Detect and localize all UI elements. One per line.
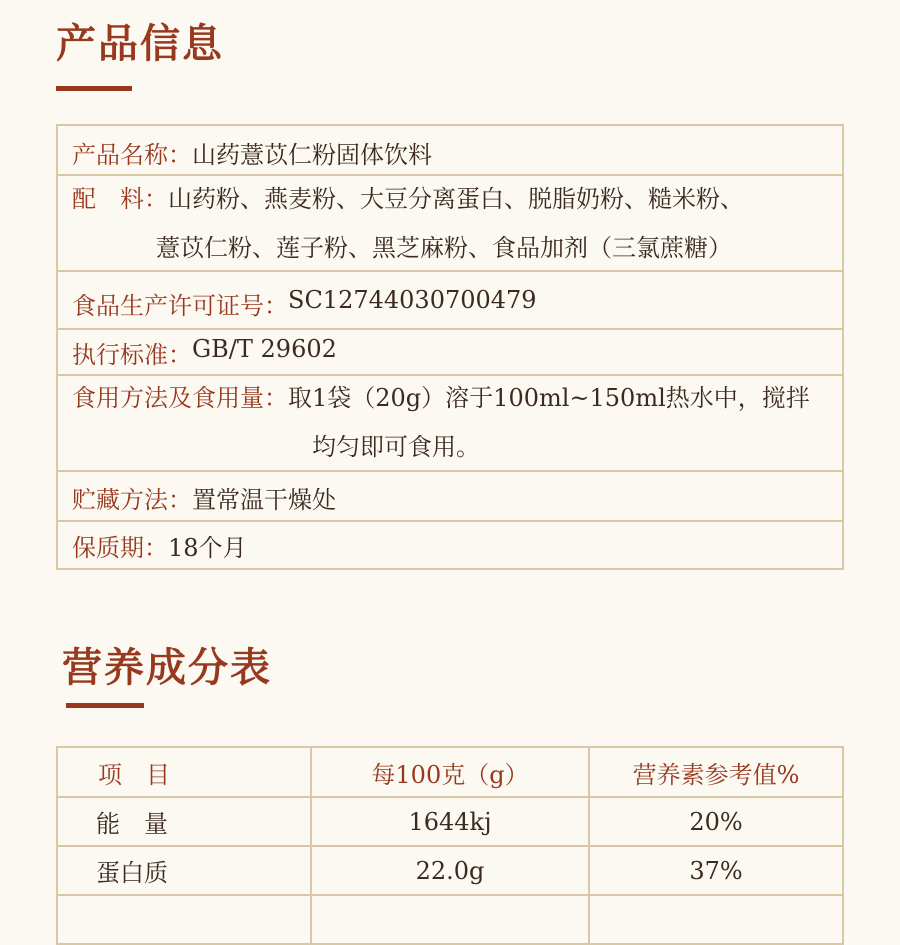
info-value: 18个月 <box>168 534 247 562</box>
nutrition-table <box>56 746 844 945</box>
info-value: SC12744030700479 <box>288 286 537 314</box>
info-row-storage <box>58 472 842 522</box>
table-row <box>57 895 843 944</box>
table-row <box>57 846 843 895</box>
info-row-product-name <box>58 126 842 176</box>
info-label: 配 料： <box>72 185 168 213</box>
info-row-usage <box>58 376 842 472</box>
product-info-table <box>56 124 844 570</box>
info-row-ingredients <box>58 176 842 272</box>
header-item: 项目 <box>57 747 311 797</box>
info-value-line-2: 均匀即可食用。 <box>312 433 480 461</box>
product-info-title: 产品信息 <box>56 21 224 67</box>
info-label: 保质期： <box>72 534 168 562</box>
title-underline <box>66 703 144 708</box>
info-value: 置常温干燥处 <box>192 486 336 514</box>
info-value: GB/T 29602 <box>192 335 337 363</box>
info-value: 山药薏苡仁粉固体饮料 <box>192 141 432 169</box>
info-value-line-2: 薏苡仁粉、莲子粉、黑芝麻粉、食品加剂（三氯蔗糖） <box>156 234 732 262</box>
table-header-row <box>57 747 843 797</box>
title-underline <box>56 86 132 91</box>
header-per-100g: 每100克（g） <box>311 747 589 797</box>
info-label: 执行标准： <box>72 341 192 369</box>
info-label: 食用方法及食用量： <box>72 384 288 412</box>
usage-block <box>58 375 810 470</box>
nutrient-nrv: 37% <box>589 846 843 895</box>
info-label: 贮藏方法： <box>72 486 192 514</box>
info-row-shelf-life <box>58 522 842 568</box>
nutrient-amount: 1644kj <box>311 797 589 846</box>
ingredients-block <box>58 176 744 271</box>
nutrient-amount: 22.0g <box>311 846 589 895</box>
info-row-license <box>58 272 842 330</box>
info-row-standard <box>58 330 842 376</box>
info-value-line-1: 山药粉、燕麦粉、大豆分离蛋白、脱脂奶粉、糙米粉、 <box>168 185 744 213</box>
nutrient-name: 蛋白质 <box>57 846 311 895</box>
nutrient-name: 能 量 <box>57 797 311 846</box>
nutrition-title: 营养成分表 <box>62 645 272 691</box>
info-label: 产品名称： <box>72 141 192 169</box>
info-label: 食品生产许可证号： <box>72 292 288 320</box>
header-nrv: 营养素参考值% <box>589 747 843 797</box>
table-row <box>57 797 843 846</box>
nutrient-nrv: 20% <box>589 797 843 846</box>
info-value-line-1: 取1袋（20g）溶于100ml~150ml热水中，搅拌 <box>288 384 810 412</box>
